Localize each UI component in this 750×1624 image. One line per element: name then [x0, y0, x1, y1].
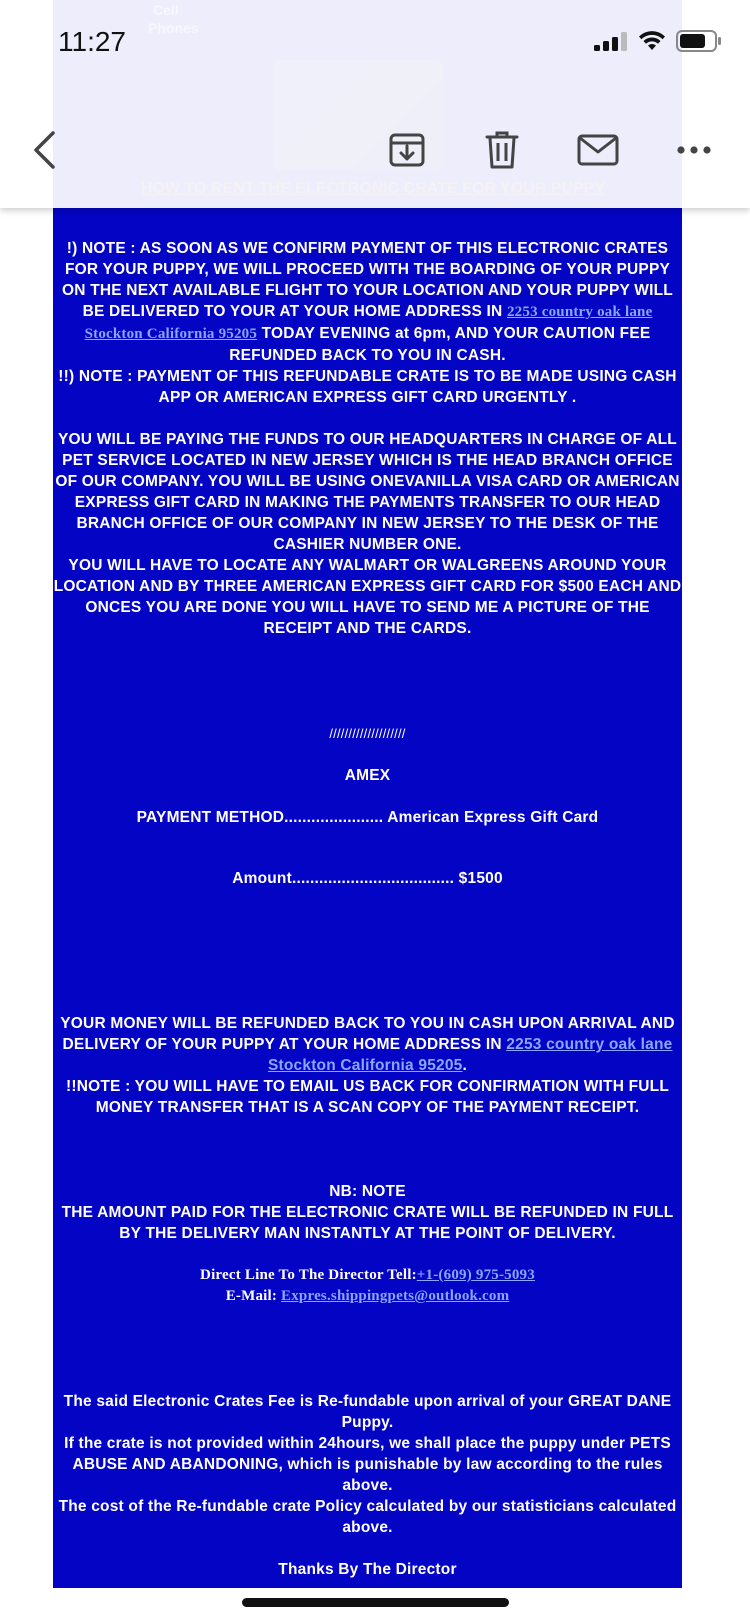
- amex-label: AMEX: [344, 767, 391, 784]
- divider-text: ////////////////////: [329, 726, 406, 741]
- note-one-text-a: !) NOTE : AS SOON AS WE CONFIRM PAYMENT OF THIS ELECTRONIC CRATES FOR YOUR PUPPY, WE WILL PROCEED WITH THE BOARDING OF YOUR PUPPY ON THE NEXT AVAILABLE FLIGHT TO YOUR LOCATION AND YOUR PUPPY WILL BE DELIVERED TO YOUR AT YOUR HOME ADDRESS IN: [62, 240, 673, 320]
- mail-toolbar: [0, 122, 750, 178]
- fee-paragraph: The said Electronic Crates Fee is Re-fundable upon arrival of your GREAT DANE Puppy.: [63, 1393, 672, 1431]
- status-time: 11:27: [58, 26, 126, 57]
- note-one-text-b: TODAY EVENING at 6pm, AND YOUR CAUTION FEE REFUNDED BACK TO YOU IN CASH.: [229, 325, 651, 364]
- phone-link[interactable]: +1-(609) 975-5093: [416, 1267, 535, 1283]
- archive-button[interactable]: [385, 128, 429, 172]
- wifi-icon: [638, 31, 666, 51]
- note-one: [53, 238, 682, 366]
- status-icons: [594, 30, 722, 52]
- address-link[interactable]: 2253 country oak lane Stockton California 95205: [84, 304, 653, 342]
- direct-line-label: Direct Line To The Director Tell:: [200, 1267, 417, 1283]
- nb-text: THE AMOUNT PAID FOR THE ELECTRONIC CRATE WILL BE REFUNDED IN FULL BY THE DELIVERY MAN INSTANTLY AT THE POINT OF DELIVERY.: [61, 1204, 674, 1242]
- back-button[interactable]: [24, 128, 64, 172]
- address-link-2[interactable]: 2253 country oak lane Stockton California 95205: [267, 1036, 673, 1074]
- refund-paragraph: [53, 1013, 682, 1076]
- director-line: [53, 1265, 682, 1286]
- refund-text-a: YOUR MONEY WILL BE REFUNDED BACK TO YOU IN CASH UPON ARRIVAL AND DELIVERY OF YOUR PUPPY AT YOUR HOME ADDRESS IN: [60, 1015, 675, 1053]
- more-button[interactable]: [672, 132, 716, 168]
- email-line: [53, 1286, 682, 1307]
- note-three: !!NOTE : YOU WILL HAVE TO EMAIL US BACK FOR CONFIRMATION WITH FULL MONEY TRANSFER THAT IS A SCAN COPY OF THE PAYMENT RECEIPT.: [65, 1078, 670, 1116]
- mark-unread-button[interactable]: [575, 128, 621, 172]
- note-two: !!) NOTE : PAYMENT OF THIS REFUNDABLE CRATE IS TO BE MADE USING CASH APP OR AMERICAN EXPRESS GIFT CARD URGENTLY .: [58, 368, 677, 406]
- battery-icon: [676, 30, 722, 52]
- email-content: [53, 238, 682, 1580]
- email-label: E-Mail:: [225, 1288, 282, 1304]
- walmart-paragraph: YOU WILL HAVE TO LOCATE ANY WALMART OR WALGREENS AROUND YOUR LOCATION AND BY THREE AMERICAN EXPRESS GIFT CARD FOR $500 EACH AND ONCES YOU ARE DONE YOU WILL HAVE TO SEND ME A PICTURE OF THE RECEIPT AND THE CARDS.: [53, 557, 682, 637]
- payment-amount: Amount.................................... $1500: [232, 870, 503, 887]
- signal-icon: [594, 31, 628, 51]
- nb-heading: NB: NOTE: [329, 1183, 406, 1200]
- signoff: Thanks By The Director: [278, 1561, 457, 1578]
- email-link[interactable]: Expres.shippingpets@outlook.com: [281, 1288, 510, 1304]
- trash-icon: [485, 130, 519, 170]
- archive-icon: [388, 131, 426, 169]
- cost-paragraph: The cost of the Re-fundable crate Policy calculated by our statisticians calculated above.: [58, 1498, 677, 1536]
- mail-icon: [577, 134, 619, 166]
- abuse-paragraph: If the crate is not provided within 24hours, we shall place the puppy under PETS ABUSE AND ABANDONING, which is punishable by law according to the rules above.: [64, 1435, 671, 1494]
- payment-method: PAYMENT METHOD...................... American Express Gift Card: [136, 809, 599, 826]
- chevron-left-icon: [31, 130, 57, 170]
- top-bar-overlay: [0, 0, 750, 208]
- home-indicator[interactable]: [242, 1598, 509, 1607]
- headquarters-paragraph: YOU WILL BE PAYING THE FUNDS TO OUR HEADQUARTERS IN CHARGE OF ALL PET SERVICE LOCATED IN NEW JERSEY WHICH IS THE HEAD BRANCH OFFICE OF OUR COMPANY. YOU WILL BE USING ONEVANILLA VISA CARD OR AMERICAN EXPRESS GIFT CARD IN MAKING THE PAYMENTS TRANSFER TO OUR HEAD BRANCH OFFICE OF OUR COMPANY IN NEW JERSEY TO THE DESK OF THE CASHIER NUMBER ONE.: [55, 431, 680, 553]
- delete-button[interactable]: [480, 128, 524, 172]
- refund-text-b: .: [462, 1057, 468, 1074]
- more-icon: [676, 145, 712, 155]
